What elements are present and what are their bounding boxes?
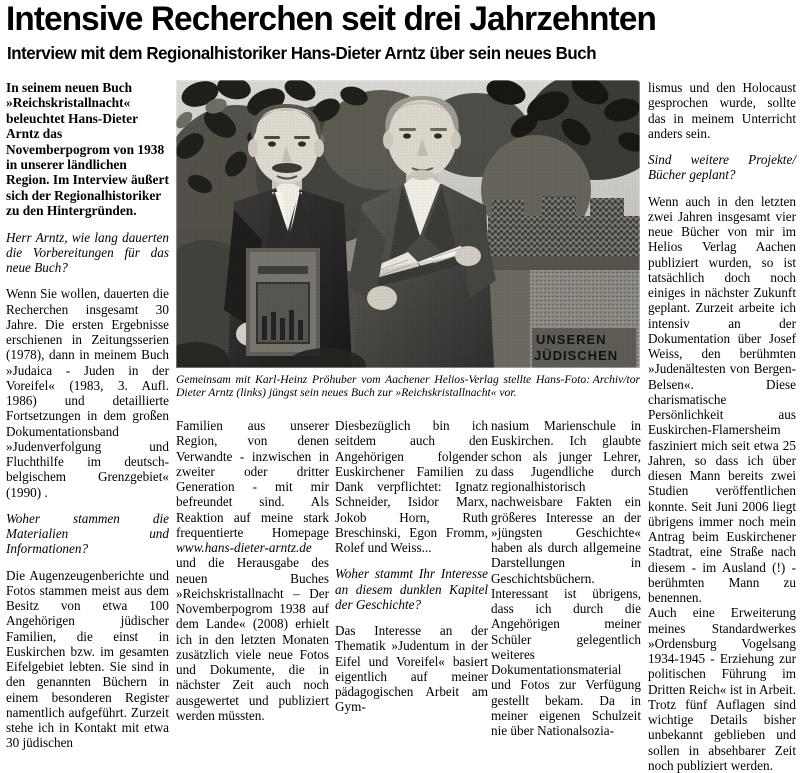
answer-2-text-post: und die Herausgabe des neuen Buches »Reichskristallnacht – Der Novemberpogrom 1938 auf dem Lande« (2008) erhielt ich in den letzten Monaten zusätzlich viele neue Fotos und Dokumente, die in nächster Zeit auch noch ausgewertet und publiziert werden müssten. (176, 555, 329, 723)
homepage-url: www.hans-dieter-arntz.de (176, 540, 312, 555)
article-column-5 (648, 80, 796, 773)
answer-2-part-1: Die Augenzeugenberichte und Fotos stammen meist aus dem Besitz von etwa 100 Angehörigen jüdischer Familien, die einst in Euskirchen bzw. im gesamten Eifelgebiet lebten. Sie sind in den genannten Büchern in einem besonderen Register namentlich aufgeführt. Zurzeit stehe ich in Kontakt mit etwa 30 jüdischen (6, 567, 169, 751)
answer-1: Wenn Sie wollen, dauerten die Recherchen insgesamt 30 Jahre. Die ersten Ergebnisse erschienen in Zeitungsserien (1978), dann in meinem Buch »Judaica - Juden in der Voreifel« (1983, 3. Aufl. 1986) und detaillierte Fortsetzungen in dem großen Dokumentationsband »Judenverfolgung und Fluchthilfe im deutsch-belgischem Grenzgebiet« (1990) . (6, 286, 169, 500)
question-4: Sind weitere Projekte/ Bücher geplant? (648, 152, 796, 183)
article-subheadline: Interview mit dem Regionalhistoriker Hans-Dieter Arntz über sein neues Buch (7, 43, 597, 63)
answer-2-part-2 (176, 418, 329, 723)
answer-2-part-3: Diesbezüglich bin ich seitdem auch den Angehörigen folgender Euskirchener Familien zu Dank verpflichtet: Ignatz Schneider, Isidor Marx, Jokob Horn, Ruth Breschinski, Egon Fromm, Rolef und Weiss... (335, 418, 488, 555)
photo-caption (176, 373, 640, 399)
article-lead: In seinem neuen Buch »Reichskristallnacht« beleuchtet Hans-Dieter Arntz das Novemberpogrom von 1938 in unserer ländlichen Region. Im Interview äußert sich der Regionalhistoriker zu den Hintergründen. (6, 80, 169, 219)
article-headline: Intensive Recherchen seit drei Jahrzehnten (6, 0, 656, 38)
question-3: Woher stammt Ihr Interesse an diesem dunklen Kapitel der Geschichte? (335, 566, 488, 612)
article-column-1 (6, 80, 169, 751)
answer-2-text-pre: Familien aus unserer Region, von denen Verwandte - inzwischen in zweiter oder dritter Generation - mit mir befreundet sind. Als Reaktion auf meine stark frequentierte Homepage (176, 418, 329, 540)
question-2: Woher stammen die Materialien und Informationen? (6, 510, 169, 557)
answer-3-part-1: Das Interesse an der Thematik »Judentum in der Eifel und Voreifel« basiert eigentlich auf meiner pädagogischen Arbeit am Gym- (335, 623, 488, 715)
article-photo (176, 80, 640, 368)
answer-3-part-2: nasium Marienschule in Euskirchen. Ich glaubte schon als junger Lehrer, dass Jugendliche durch regionalhistorisch nachweisbare Fakten ein größeres Interesse an der »jüngsten Geschichte« haben als durch allgemeine Darstellungen in Geschichtsbüchern. Interessant ist übrigens, dass ich durch die Angehörigen meiner Schüler gelegentlich weiteres Dokumentationsmaterial und Fotos zur Verfügung gestellt bekam. Da in meiner eigenen Schulzeit nie über Nationalsozia- (491, 418, 641, 738)
photo-caption-text: Gemeinsam mit Karl-Heinz Pröhuber vom Aachener Helios-Verlag stellte Hans-Dieter Arntz (links) jüngst sein neues Buch zur »Reichskristallnacht« vor. (176, 373, 565, 399)
answer-3-part-3: lismus und den Holocaust gesprochen wurde, sollte das in meinem Unterricht anders sein. (648, 80, 796, 141)
photo-credit: Foto: Archiv/tor (564, 373, 640, 386)
question-1: Herr Arntz, wie lang dauerten die Vorbereitungen für das neue Buch? (6, 229, 169, 276)
article-column-4 (491, 418, 641, 738)
photo-illustration (176, 80, 640, 368)
article-column-2 (176, 418, 329, 723)
answer-4-part-2: Auch eine Erweiterung meines Standardwerkes »Ordensburg Vogelsang 1934-1945 - Erziehung zur politischen Führung im Dritten Reich« ist in Arbeit. Trotz fünf Auflagen sind wichtige Details bisher unbekannt geblieben und sollen in absehbarer Zeit noch publiziert werden. (648, 605, 796, 773)
answer-4-part-1: Wenn auch in den letzten zwei Jahren insgesamt vier neue Bücher von mir im Helios Verlag Aachen publiziert wurden, so ist tatsächlich doch noch einiges in nächster Zukunft geplant. Zurzeit arbeite ich intensiv an der Dokumentation über Josef Weiss, den berühmten »Judenältesten von Bergen-Belsen«. Diese charismatische Persönlichkeit aus Euskirchen-Flamersheim fasziniert mich seit etwa 25 Jahren, so dass ich über diesen Mann bereits zwei Studien veröffentlichen konnte. Seit Juni 2006 liegt übrigens immer noch mein Antrag beim Euskirchener Stadtrat, eine Straße nach diesem - im Ausland (!) - berühmten Mann zu benennen. (648, 193, 796, 605)
article-column-3 (335, 418, 488, 715)
